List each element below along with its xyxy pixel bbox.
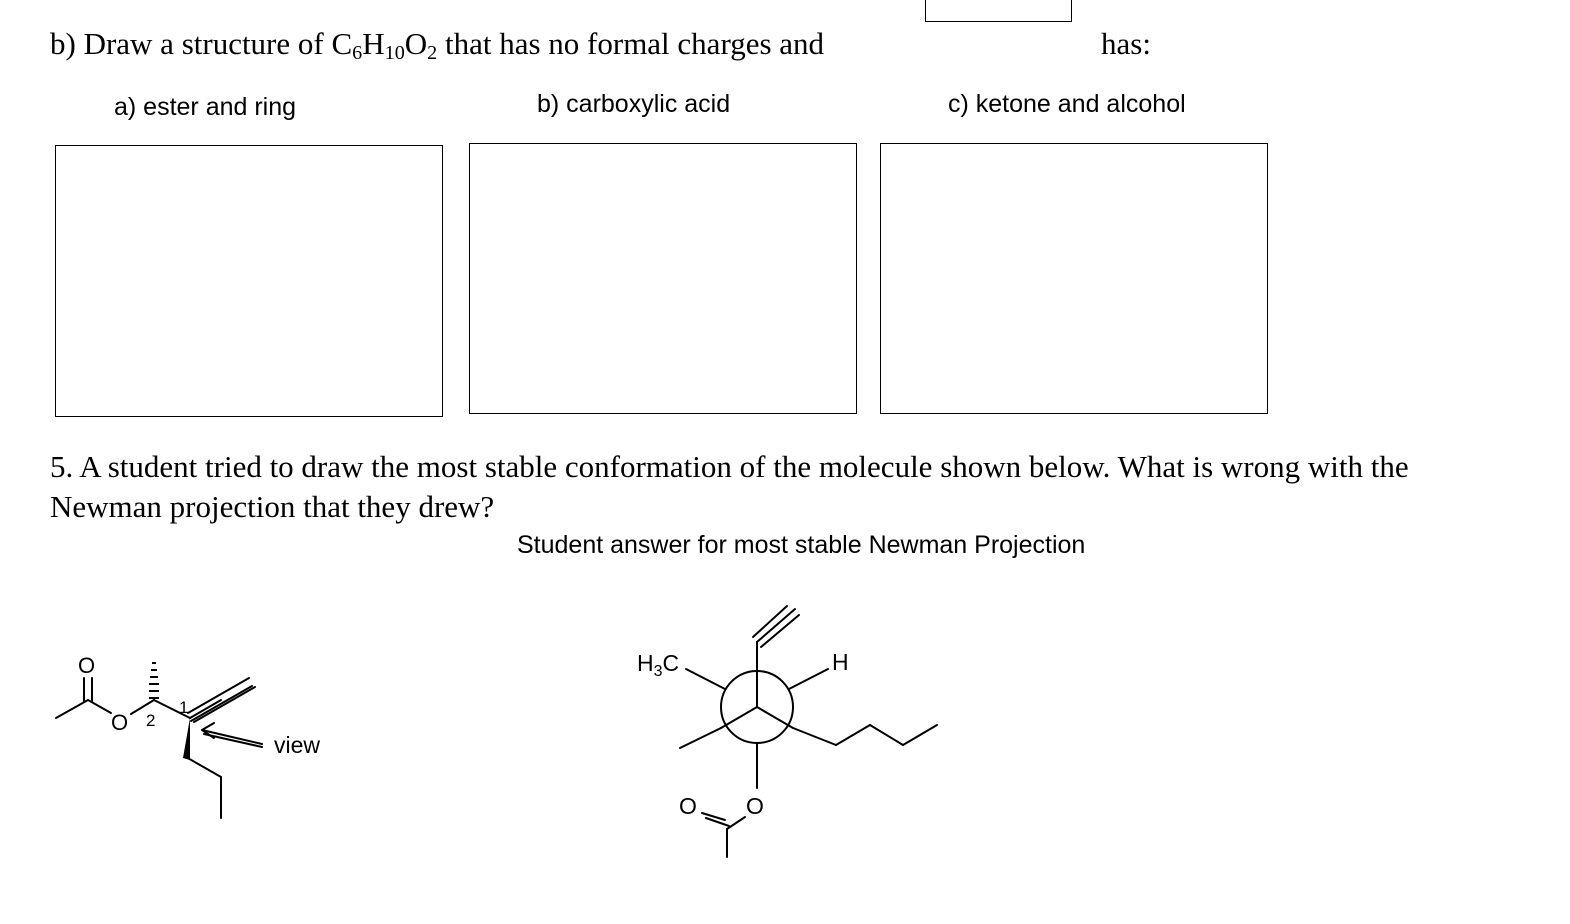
prompt-prefix: b) Draw a structure of xyxy=(50,26,332,61)
student-answer-caption: Student answer for most stable Newman Projection xyxy=(517,531,1086,559)
option-a-label: a) ester and ring xyxy=(114,93,297,121)
question-5-line2: Newman projection that they drew? xyxy=(50,489,495,524)
carbon-2-label: 2 xyxy=(146,711,156,730)
newman-o-ester-label: O xyxy=(746,793,764,819)
newman-o-carbonyl-label: O xyxy=(679,793,697,819)
prompt-suffix: that has no formal charges and xyxy=(437,26,825,61)
option-b-label: b) carboxylic acid xyxy=(537,90,731,118)
o-ester-label: O xyxy=(111,710,129,735)
h-label: H xyxy=(832,649,849,675)
has-label: has: xyxy=(1101,26,1151,61)
option-c-label: c) ketone and alcohol xyxy=(948,90,1186,118)
question-5-line1: 5. A student tried to draw the most stable conformation of the molecule shown below. What is wrong with the xyxy=(50,449,1409,484)
o-carbonyl-label: O xyxy=(78,653,96,678)
view-label: view xyxy=(274,732,321,758)
carbon-1-label: 1 xyxy=(179,698,189,717)
formula: $C_6H_{10}O_2$ xyxy=(331,26,438,65)
h3c-label: $H_3C$ xyxy=(637,650,680,680)
